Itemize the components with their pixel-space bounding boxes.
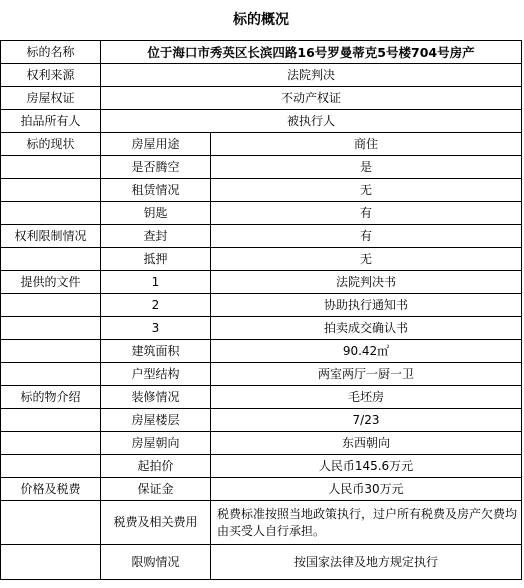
label-status: 标的现状: [1, 133, 101, 156]
value-owner: 被执行人: [101, 110, 522, 133]
status-item-label: 钥匙: [101, 202, 211, 225]
intro-item-value: 毛坯房: [211, 386, 522, 409]
document-number: 1: [101, 271, 211, 294]
value-purchase-limit: 按国家法律及地方规定执行: [211, 545, 522, 580]
price-item-value: 人民币30万元: [211, 478, 522, 501]
empty-cell: [1, 179, 101, 202]
price-item-label: 起拍价: [101, 455, 211, 478]
intro-item-value: 两室两厅一厨一卫: [211, 363, 522, 386]
value-rights-source: 法院判决: [101, 64, 522, 87]
status-item-label: 租赁情况: [101, 179, 211, 202]
label-documents: 提供的文件: [1, 271, 101, 294]
taxes-description: 税费标准按照当地政策执行，过户所有税费及房产欠费均由买受人自行承担。: [211, 501, 522, 545]
empty-cell: [1, 363, 101, 386]
empty-cell: [1, 501, 101, 545]
empty-cell: [1, 340, 101, 363]
intro-item-label: 建筑面积: [101, 340, 211, 363]
label-rights-source: 权利来源: [1, 64, 101, 87]
intro-item-label: 房屋楼层: [101, 409, 211, 432]
empty-cell: [1, 432, 101, 455]
label-owner: 拍品所有人: [1, 110, 101, 133]
price-item-value: 人民币145.6万元: [211, 455, 522, 478]
intro-item-label: 装修情况: [101, 386, 211, 409]
status-item-value: 商住: [211, 133, 522, 156]
value-subject-name: 位于海口市秀英区长滨四路16号罗曼蒂克5号楼704号房产: [101, 41, 522, 64]
status-item-value: 无: [211, 179, 522, 202]
intro-item-value: 90.42㎡: [211, 340, 522, 363]
restriction-item-value: 无: [211, 248, 522, 271]
status-item-value: 有: [211, 202, 522, 225]
restriction-item-label: 查封: [101, 225, 211, 248]
intro-item-value: 7/23: [211, 409, 522, 432]
label-subject-name: 标的名称: [1, 41, 101, 64]
document-name: 法院判决书: [211, 271, 522, 294]
empty-cell: [1, 294, 101, 317]
intro-item-label: 房屋朝向: [101, 432, 211, 455]
label-price-and-taxes: 价格及税费: [1, 478, 101, 501]
document-number: 2: [101, 294, 211, 317]
restriction-item-value: 有: [211, 225, 522, 248]
value-property-certificate: 不动产权证: [101, 87, 522, 110]
intro-item-value: 东西朝向: [211, 432, 522, 455]
empty-cell: [1, 202, 101, 225]
restriction-item-label: 抵押: [101, 248, 211, 271]
price-item-label: 税费及相关费用: [101, 501, 211, 545]
document-name: 拍卖成交确认书: [211, 317, 522, 340]
status-item-label: 是否腾空: [101, 156, 211, 179]
empty-cell: [1, 545, 101, 580]
empty-cell: [1, 248, 101, 271]
intro-item-label: 户型结构: [101, 363, 211, 386]
label-property-intro: 标的物介绍: [1, 386, 101, 409]
empty-cell: [1, 409, 101, 432]
label-property-certificate: 房屋权证: [1, 87, 101, 110]
document-name: 协助执行通知书: [211, 294, 522, 317]
label-restrictions: 权利限制情况: [1, 225, 101, 248]
sheet-title: 标的概况: [233, 11, 289, 28]
status-item-value: 是: [211, 156, 522, 179]
empty-cell: [1, 317, 101, 340]
empty-cell: [1, 156, 101, 179]
status-item-label: 房屋用途: [101, 133, 211, 156]
label-purchase-limit: 限购情况: [101, 545, 211, 580]
price-item-label: 保证金: [101, 478, 211, 501]
empty-cell: [1, 455, 101, 478]
document-number: 3: [101, 317, 211, 340]
